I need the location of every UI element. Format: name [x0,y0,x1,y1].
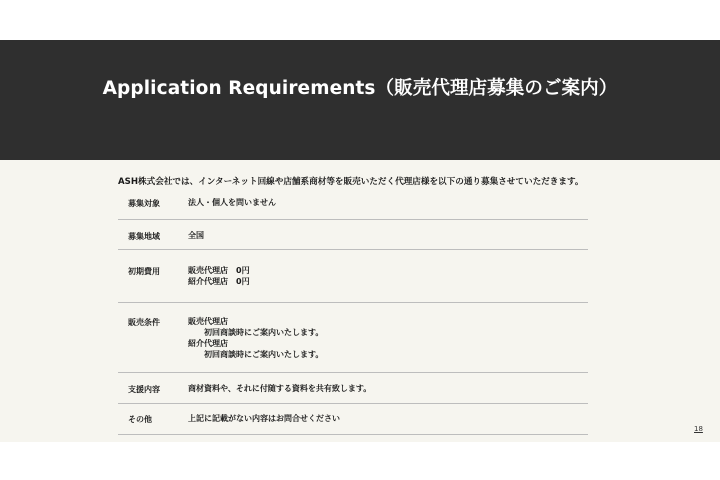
row-value-line: 初回商談時にご案内いたします。 [204,328,324,337]
table-row-initial-cost [118,250,588,303]
row-label: その他 [128,415,152,424]
table-row-other [118,404,588,435]
row-value [188,197,276,208]
row-label: 販売条件 [128,318,160,327]
requirements-table [118,192,588,435]
row-value [188,383,371,394]
table-row-target [118,192,588,220]
row-label: 初期費用 [128,267,160,276]
row-label: 募集地域 [128,232,160,241]
row-label: 募集対象 [128,199,160,208]
row-value-line: 全国 [188,231,204,240]
row-value-line: 紹介代理店 [188,339,228,348]
slide [0,40,720,442]
page-title: Application Requirements（販売代理店募集のご案内） [102,78,618,99]
table-row-sales-terms [118,303,588,373]
row-value-line: 上記に記載がない内容はお問合せください [188,414,340,423]
table-row-region [118,220,588,250]
row-value-line: 販売代理店 [188,317,228,326]
row-value [188,230,204,241]
row-label: 支援内容 [128,385,160,394]
row-value [188,265,250,287]
page-number: 18 [694,425,703,433]
row-value-line: 紹介代理店 0円 [188,277,250,286]
row-value-line: 初回商談時にご案内いたします。 [204,350,324,359]
table-row-support [118,373,588,404]
row-value [188,316,323,360]
header-banner [0,40,720,160]
row-value-line: 商材資料や、それに付随する資料を共有致します。 [188,384,372,393]
row-value-line: 法人・個人を問いません [188,198,276,207]
intro-text: ASH株式会社では、インターネット回線や店舗系商材等を販売いただく代理店様を以下の通り募集させていただきます。 [118,177,584,187]
row-value-line: 販売代理店 0円 [188,266,250,275]
row-value [188,413,340,424]
